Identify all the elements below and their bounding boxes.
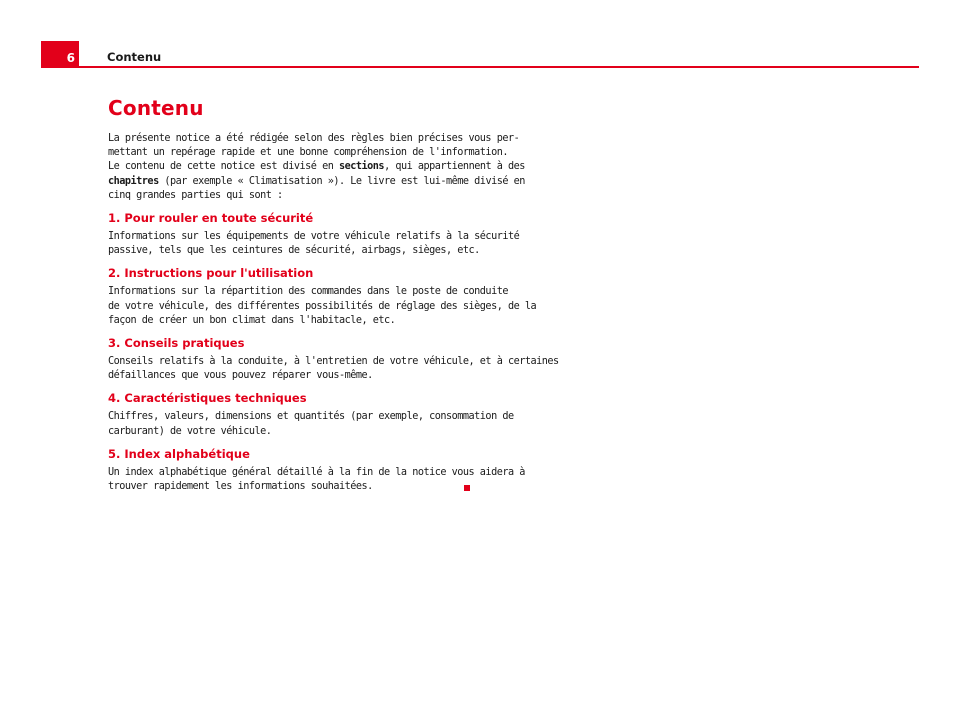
- running-header-title: Contenu: [107, 50, 162, 64]
- section-paragraph: [108, 410, 514, 438]
- intro-line: [108, 175, 525, 189]
- page-number-badge: [41, 41, 79, 68]
- section-line: passive, tels que les ceintures de sécurité, airbags, sièges, etc.: [108, 245, 480, 257]
- intro-line: mettant un repérage rapide et une bonne compréhension de l'information.: [108, 147, 508, 159]
- section-line: carburant) de votre véhicule.: [108, 425, 272, 437]
- header-rule: [79, 66, 919, 68]
- intro-bold-term: sections: [338, 161, 385, 173]
- section-paragraph: [108, 466, 525, 494]
- section-2: [108, 266, 537, 328]
- section-line: de votre véhicule, des différentes possibilités de réglage des sièges, de la: [108, 300, 537, 312]
- section-line: Chiffres, valeurs, dimensions et quantités (par exemple, consommation de: [108, 411, 514, 423]
- intro-text: Le contenu de cette notice est divisé en: [108, 161, 339, 173]
- section-line: Informations sur la répartition des commandes dans le poste de conduite: [108, 286, 508, 298]
- section-line: défaillances que vous pouvez réparer vous-même.: [108, 370, 373, 382]
- section-line: Informations sur les équipements de votre véhicule relatifs à la sécurité: [108, 231, 520, 243]
- intro-line: La présente notice a été rédigée selon des règles bien précises vous per-: [108, 133, 520, 144]
- section-3: [108, 336, 559, 383]
- section-heading: 5. Index alphabétique: [108, 446, 250, 461]
- intro-text: (par exemple « Climatisation »). Le livre est lui-même divisé en: [158, 175, 525, 187]
- section-4: [108, 391, 514, 438]
- main-content: [108, 96, 559, 494]
- section-paragraph: [108, 285, 537, 328]
- intro-line: [108, 160, 525, 174]
- section-line: Conseils relatifs à la conduite, à l'entretien de votre véhicule, et à certaines: [108, 356, 559, 368]
- intro-paragraph: [108, 132, 525, 203]
- section-heading: 2. Instructions pour l'utilisation: [108, 266, 314, 281]
- section-line: façon de créer un bon climat dans l'habitacle, etc.: [108, 314, 396, 326]
- section-paragraph: [108, 355, 559, 383]
- section-heading: 3. Conseils pratiques: [108, 336, 245, 351]
- intro-bold-term: chapitres: [108, 175, 159, 187]
- section-line: Un index alphabétique général détaillé à la fin de la notice vous aidera à: [108, 466, 525, 478]
- section-5: [108, 446, 525, 494]
- section-line: trouver rapidement les informations souhaitées.: [108, 481, 373, 493]
- intro-line: cinq grandes parties qui sont :: [108, 189, 283, 201]
- section-heading: 1. Pour rouler en toute sécurité: [108, 211, 314, 226]
- page-title: Contenu: [108, 96, 204, 120]
- end-of-section-mark: [464, 485, 470, 491]
- section-1: [108, 211, 520, 258]
- page-number: 6: [66, 51, 75, 65]
- intro-text: , qui appartiennent à des: [384, 161, 525, 173]
- section-heading: 4. Caractéristiques techniques: [108, 391, 307, 406]
- section-paragraph: [108, 230, 520, 258]
